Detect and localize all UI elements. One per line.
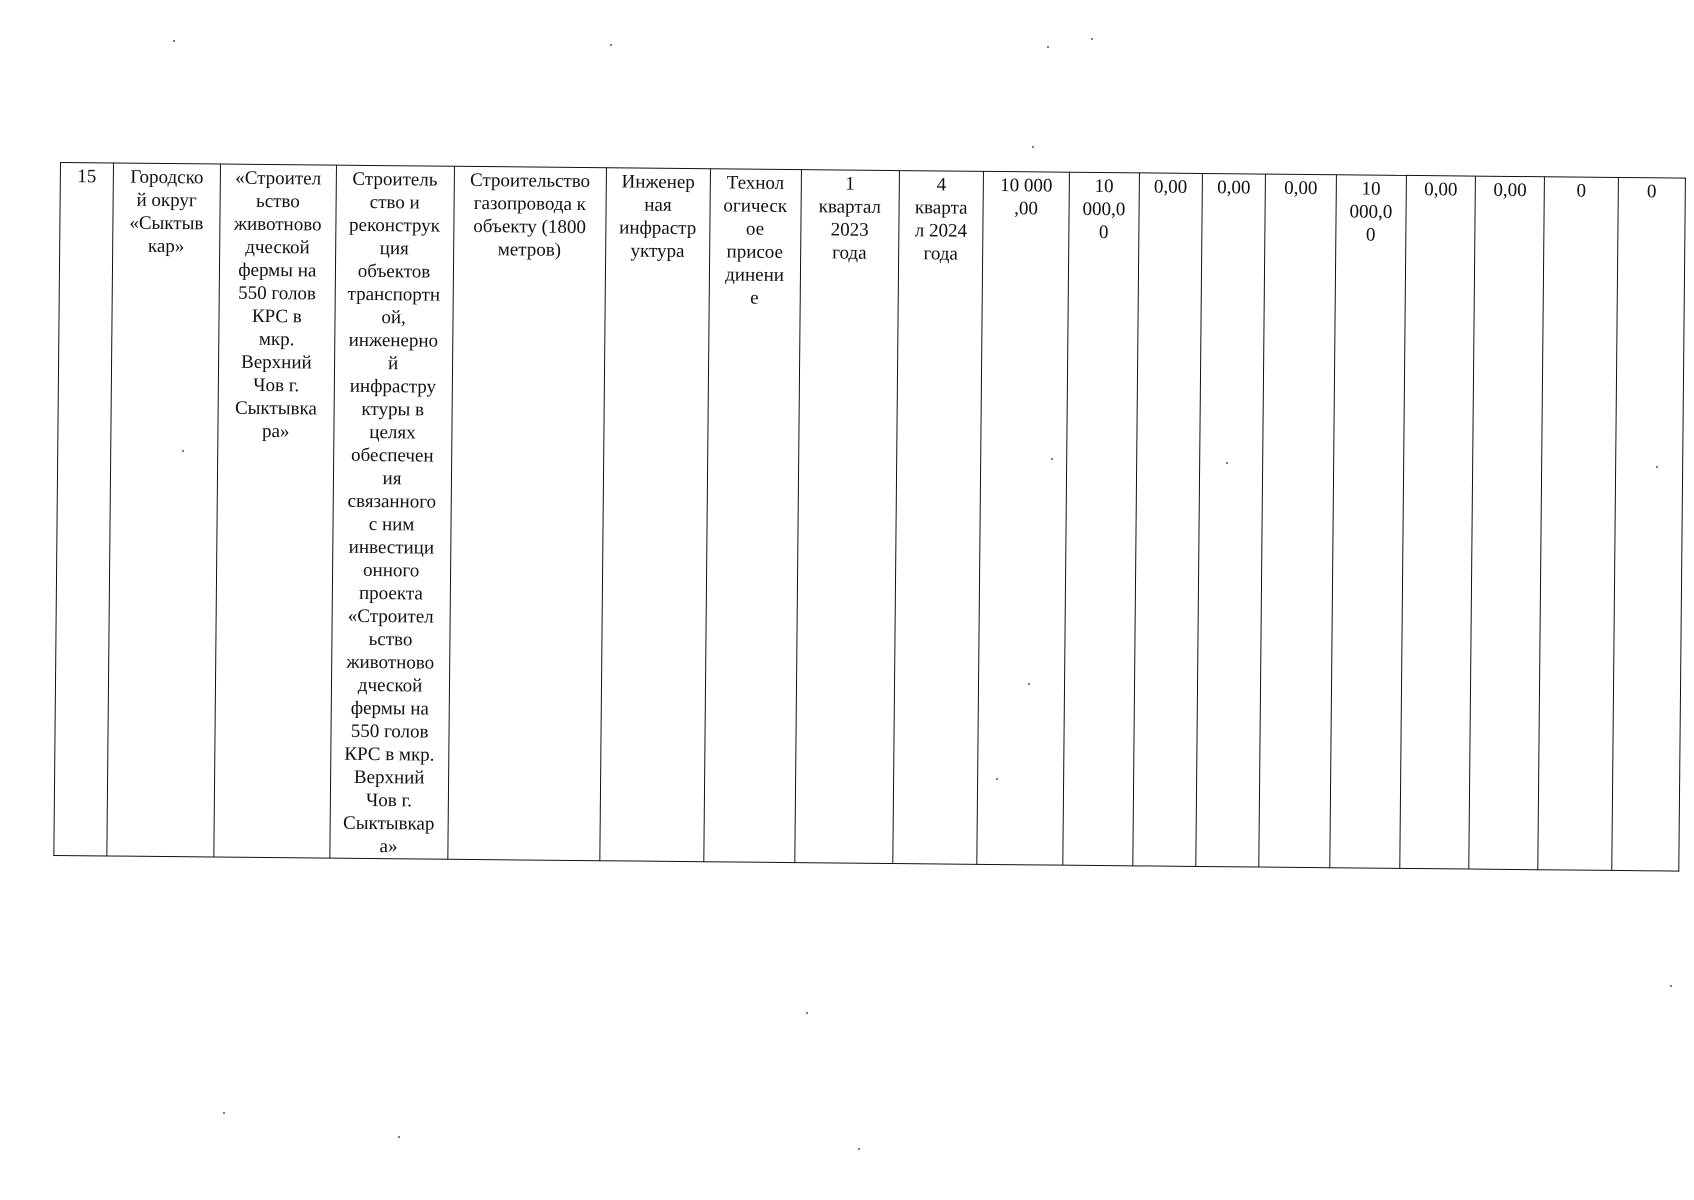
cell-infrastructure-type: Инженер ная инфрастр уктура: [600, 168, 710, 862]
cell-value-2: 0,00: [1133, 173, 1202, 867]
scan-speck: [1032, 146, 1034, 148]
cell-value-3: 0,00: [1195, 173, 1265, 867]
scan-speck: [996, 778, 998, 780]
scan-speck: [1226, 462, 1228, 464]
scan-speck: [173, 40, 175, 42]
cell-value-9: 0: [1612, 177, 1686, 871]
cell-value-7: 0,00: [1469, 176, 1545, 870]
cell-value-6: 0,00: [1400, 175, 1476, 869]
cell-end-period: 4 кварта л 2024 года: [893, 171, 984, 865]
cell-start-period: 1 квартал 2023 года: [794, 170, 899, 864]
cell-value-5: 10 000,0 0: [1329, 175, 1406, 869]
scan-speck: [223, 1112, 225, 1114]
cell-object: Строительство газопровода к объекту (1800 метров): [447, 166, 606, 860]
scan-speck: [1670, 985, 1672, 987]
scan-speck: [806, 1012, 808, 1014]
cell-project-name: «Строител ьство животново дческой фермы на 550 голов КРС в мкр. Верхний Чов г. Сыктывка ра»: [214, 164, 336, 858]
cell-row-number: 15: [54, 163, 114, 856]
cell-purpose: Строитель ство и реконструк ция объектов транспортн ой, инженерно й инфрастру ктуры в целях обеспечен ия связанного с ним инвестици онного проекта «Строител ьство животново дческой фермы на 550 голов КРС в мкр. Верхний Чов г. Сыктывкар а»: [330, 165, 454, 859]
cell-value-1: 10 000,0 0: [1062, 172, 1139, 866]
cell-value-8: 0: [1538, 177, 1618, 871]
scan-speck: [182, 450, 184, 452]
cell-connection: Технол огическ ое присое динени е: [704, 169, 801, 863]
investment-table: [53, 162, 1686, 872]
scan-speck: [1028, 683, 1030, 685]
cell-total: 10 000 ,00: [977, 171, 1069, 865]
scan-speck: [610, 44, 612, 46]
scan-speck: [1047, 46, 1049, 48]
table-row: [54, 163, 1686, 872]
cell-municipality: Городско й округ «Сыктыв кар»: [107, 163, 221, 857]
scan-speck: [1091, 38, 1093, 40]
table-container: [53, 162, 1686, 872]
scan-speck: [398, 1136, 400, 1138]
scan-speck: [1656, 466, 1658, 468]
scan-speck: [858, 1148, 860, 1150]
scan-speck: [1051, 458, 1053, 460]
cell-value-4: 0,00: [1259, 174, 1336, 868]
